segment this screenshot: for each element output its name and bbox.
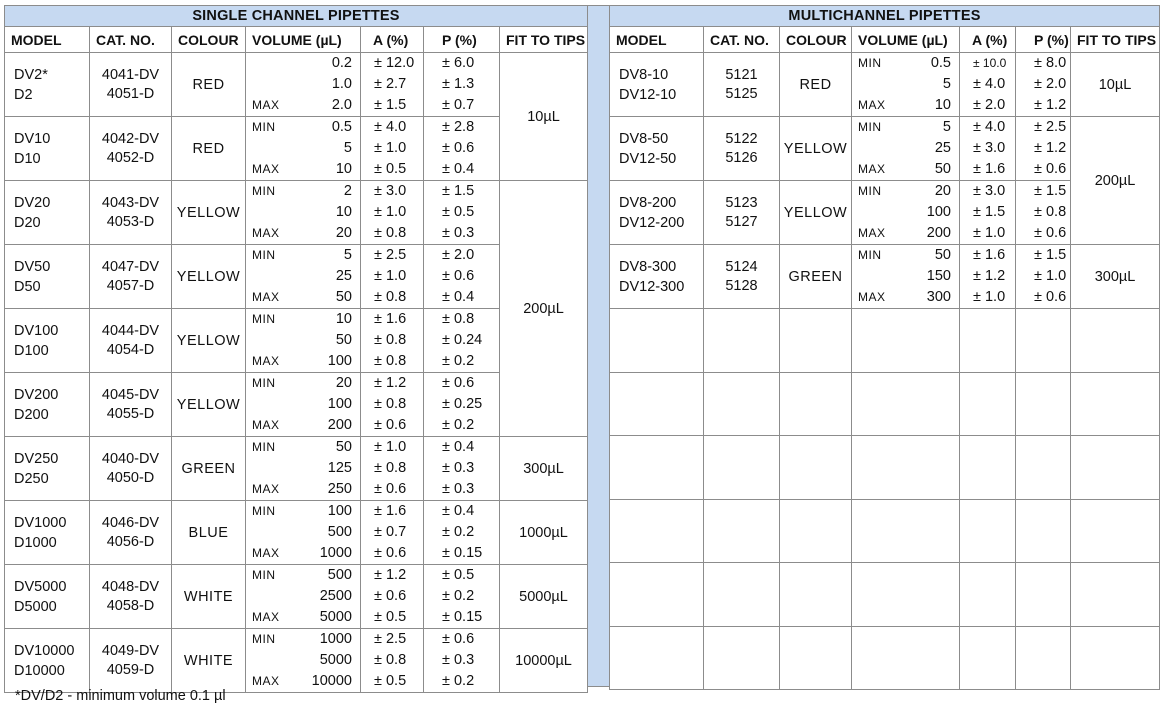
table-row <box>5 629 588 693</box>
acc-value: ± 0.8 <box>374 396 407 412</box>
colour-label: WHITE <box>172 565 246 629</box>
volume-range-label: MAX <box>252 546 280 560</box>
volume-value: 10 <box>335 161 352 177</box>
volume-value: 20 <box>934 183 951 199</box>
prec-value: ± 0.3 <box>442 225 475 241</box>
volume-value: 20 <box>335 375 352 391</box>
model-name: D10 <box>14 150 41 167</box>
table-divider <box>587 5 609 687</box>
volume-value: 10 <box>934 97 951 113</box>
catalogue-number: 4049-DV <box>101 642 160 659</box>
model-name: DV12-10 <box>619 86 677 103</box>
prec-value: ± 0.25 <box>442 396 483 412</box>
model-name: DV12-50 <box>619 150 677 167</box>
acc-value: ± 4.0 <box>973 119 1006 135</box>
acc-value: ± 0.8 <box>374 289 407 305</box>
prec-value: ± 1.2 <box>1034 97 1067 113</box>
table-row <box>5 501 588 565</box>
volume-value: 100 <box>327 353 352 369</box>
model-name: DV5000 <box>14 578 67 595</box>
volume-range-label: MIN <box>252 312 276 326</box>
volume-value: 5 <box>942 119 951 135</box>
fit-to-tips: 10000µL <box>500 629 588 693</box>
acc-value: ± 0.5 <box>374 609 407 625</box>
prec-value: ± 2.5 <box>1034 119 1067 135</box>
volume-value: 2.0 <box>331 97 352 113</box>
acc-value: ± 1.0 <box>374 439 407 455</box>
prec-value: ± 0.15 <box>442 545 483 561</box>
header-precision: P (%) <box>424 27 500 53</box>
colour-label: WHITE <box>172 629 246 693</box>
acc-value: ± 2.7 <box>374 76 407 92</box>
catalogue-number: 4046-DV <box>101 514 160 531</box>
single-channel-table <box>4 5 588 693</box>
prec-value: ± 0.4 <box>442 289 475 305</box>
catalogue-number: 4047-DV <box>101 258 160 275</box>
model-name: DV1000 <box>14 514 67 531</box>
header-colour: COLOUR <box>172 27 246 53</box>
colour-label: YELLOW <box>172 309 246 373</box>
model-name: DV8-50 <box>619 130 669 147</box>
volume-range-label: MAX <box>252 290 280 304</box>
volume-value: 50 <box>335 439 352 455</box>
colour-label: YELLOW <box>172 245 246 309</box>
colour-label: GREEN <box>780 245 852 309</box>
volume-range-label: MIN <box>858 184 882 198</box>
catalogue-number: 4048-DV <box>101 578 160 595</box>
model-name: D20 <box>14 214 41 231</box>
volume-range-label: MIN <box>858 120 882 134</box>
volume-range-label: MIN <box>252 376 276 390</box>
colour-label: RED <box>172 117 246 181</box>
volume-value: 10 <box>335 204 352 220</box>
header-model: MODEL <box>610 27 704 53</box>
prec-value: ± 0.3 <box>442 460 475 476</box>
volume-value: 2 <box>343 183 352 199</box>
fit-to-tips: 10µL <box>500 53 588 181</box>
catalogue-number: 4054-D <box>106 341 155 358</box>
catalogue-number: 5125 <box>725 85 758 102</box>
acc-value: ± 1.0 <box>973 289 1006 305</box>
prec-value: ± 1.5 <box>442 183 475 199</box>
table-row <box>610 117 1160 181</box>
model-name: DV8-300 <box>619 258 677 275</box>
prec-value: ± 8.0 <box>1034 55 1067 71</box>
acc-value: ± 0.8 <box>374 353 407 369</box>
volume-value: 25 <box>335 268 352 284</box>
volume-value: 2500 <box>319 588 352 604</box>
volume-value: 1000 <box>319 545 352 561</box>
prec-value: ± 0.3 <box>442 652 475 668</box>
model-name: DV12-200 <box>619 214 685 231</box>
acc-value: ± 3.0 <box>973 183 1006 199</box>
volume-value: 0.2 <box>331 55 352 71</box>
acc-value: ± 4.0 <box>973 76 1006 92</box>
empty-row <box>610 626 1160 690</box>
prec-value: ± 0.6 <box>1034 161 1067 177</box>
fit-to-tips: 5000µL <box>500 565 588 629</box>
colour-label: BLUE <box>172 501 246 565</box>
model-name: D250 <box>14 470 49 487</box>
colour-label: RED <box>172 53 246 117</box>
volume-range-label: MIN <box>858 56 882 70</box>
catalogue-number: 4051-D <box>106 85 155 102</box>
multichannel-table <box>609 5 1160 690</box>
acc-value: ± 0.8 <box>374 652 407 668</box>
acc-value: ± 0.6 <box>374 588 407 604</box>
model-name: D50 <box>14 278 41 295</box>
header-model: MODEL <box>5 27 90 53</box>
fit-to-tips: 1000µL <box>500 501 588 565</box>
prec-value: ± 0.6 <box>1034 225 1067 241</box>
volume-range-label: MAX <box>252 418 280 432</box>
acc-value: ± 1.0 <box>374 204 407 220</box>
acc-value: ± 3.0 <box>973 140 1006 156</box>
volume-value: 5000 <box>319 609 352 625</box>
header-accuracy: A (%) <box>361 27 424 53</box>
prec-value: ± 0.5 <box>442 204 475 220</box>
volume-value: 5 <box>942 76 951 92</box>
prec-value: ± 1.5 <box>1034 247 1067 263</box>
acc-value: ± 0.5 <box>374 161 407 177</box>
acc-value: ± 2.5 <box>374 631 407 647</box>
catalogue-number: 4044-DV <box>101 322 160 339</box>
catalogue-number: 5123 <box>725 194 758 211</box>
catalogue-number: 5121 <box>725 66 758 83</box>
colour-label: RED <box>780 53 852 117</box>
acc-value: ± 10.0 <box>973 56 1007 70</box>
footnote: *DV/D2 - minimum volume 0.1 µl <box>15 688 226 704</box>
header-fit-to-tips: FIT TO TIPS <box>1071 27 1160 53</box>
header-volume: VOLUME (µL) <box>852 27 960 53</box>
model-name: DV8-200 <box>619 194 677 211</box>
volume-value: 125 <box>327 460 352 476</box>
acc-value: ± 0.6 <box>374 417 407 433</box>
prec-value: ± 0.3 <box>442 481 475 497</box>
fit-to-tips: 200µL <box>1071 117 1160 245</box>
acc-value: ± 1.2 <box>374 567 407 583</box>
volume-range-label: MIN <box>252 120 276 134</box>
model-name: D5000 <box>14 598 57 615</box>
volume-value: 250 <box>327 481 352 497</box>
volume-value: 5 <box>343 247 352 263</box>
acc-value: ± 1.2 <box>374 375 407 391</box>
volume-value: 50 <box>335 332 352 348</box>
model-name: DV100 <box>14 322 59 339</box>
volume-value: 50 <box>934 161 951 177</box>
colour-label: YELLOW <box>780 181 852 245</box>
volume-range-label: MIN <box>858 248 882 262</box>
table-row <box>610 53 1160 117</box>
model-name: DV8-10 <box>619 66 669 83</box>
volume-range-label: MAX <box>858 290 886 304</box>
catalogue-number: 4053-D <box>106 213 155 230</box>
volume-range-label: MAX <box>858 162 886 176</box>
volume-value: 10000 <box>311 673 352 689</box>
volume-value: 50 <box>335 289 352 305</box>
prec-value: ± 0.6 <box>442 375 475 391</box>
acc-value: ± 1.5 <box>973 204 1006 220</box>
volume-range-label: MAX <box>252 226 280 240</box>
colour-label: YELLOW <box>172 181 246 245</box>
volume-range-label: MIN <box>252 440 276 454</box>
prec-value: ± 2.0 <box>442 247 475 263</box>
prec-value: ± 0.2 <box>442 524 475 540</box>
model-name: D1000 <box>14 534 57 551</box>
prec-value: ± 0.7 <box>442 97 475 113</box>
model-name: DV10000 <box>14 642 75 659</box>
acc-value: ± 0.5 <box>374 673 407 689</box>
catalogue-number: 4043-DV <box>101 194 160 211</box>
header-fit-to-tips: FIT TO TIPS <box>500 27 588 53</box>
colour-label: YELLOW <box>780 117 852 181</box>
acc-value: ± 4.0 <box>374 119 407 135</box>
prec-value: ± 0.15 <box>442 609 483 625</box>
prec-value: ± 0.24 <box>442 332 483 348</box>
empty-row <box>610 309 1160 373</box>
model-name: DV2* <box>14 66 48 83</box>
prec-value: ± 1.5 <box>1034 183 1067 199</box>
acc-value: ± 1.6 <box>374 311 407 327</box>
volume-value: 150 <box>926 268 951 284</box>
table-row <box>5 437 588 501</box>
empty-row <box>610 499 1160 563</box>
prec-value: ± 6.0 <box>442 55 475 71</box>
acc-value: ± 1.5 <box>374 97 407 113</box>
volume-value: 5000 <box>319 652 352 668</box>
table-row <box>610 245 1160 309</box>
prec-value: ± 2.0 <box>1034 76 1067 92</box>
catalogue-number: 5122 <box>725 130 758 147</box>
volume-range-label: MIN <box>252 504 276 518</box>
volume-value: 10 <box>335 311 352 327</box>
prec-value: ± 0.4 <box>442 439 475 455</box>
header-colour: COLOUR <box>780 27 852 53</box>
prec-value: ± 0.8 <box>442 311 475 327</box>
volume-value: 5 <box>343 140 352 156</box>
prec-value: ± 0.6 <box>1034 289 1067 305</box>
header-volume: VOLUME (µL) <box>246 27 361 53</box>
prec-value: ± 0.4 <box>442 161 475 177</box>
volume-range-label: MAX <box>858 226 886 240</box>
header-cat-no: CAT. NO. <box>704 27 780 53</box>
fit-to-tips: 300µL <box>500 437 588 501</box>
volume-value: 20 <box>335 225 352 241</box>
volume-value: 200 <box>327 417 352 433</box>
model-name: DV20 <box>14 194 51 211</box>
acc-value: ± 1.6 <box>973 161 1006 177</box>
fit-to-tips: 200µL <box>500 181 588 437</box>
prec-value: ± 0.8 <box>1034 204 1067 220</box>
fit-to-tips: 300µL <box>1071 245 1160 309</box>
model-name: DV12-300 <box>619 278 685 295</box>
acc-value: ± 1.0 <box>374 140 407 156</box>
volume-value: 100 <box>926 204 951 220</box>
catalogue-number: 4058-D <box>106 597 155 614</box>
catalogue-number: 4056-D <box>106 533 155 550</box>
volume-range-label: MIN <box>252 248 276 262</box>
volume-value: 1.0 <box>331 76 352 92</box>
acc-value: ± 12.0 <box>374 55 415 71</box>
prec-value: ± 0.2 <box>442 417 475 433</box>
volume-range-label: MAX <box>252 354 280 368</box>
acc-value: ± 1.6 <box>374 503 407 519</box>
volume-range-label: MAX <box>252 674 280 688</box>
empty-row <box>610 372 1160 436</box>
prec-value: ± 0.5 <box>442 567 475 583</box>
catalogue-number: 4059-D <box>106 661 155 678</box>
prec-value: ± 0.2 <box>442 353 475 369</box>
catalogue-number: 4057-D <box>106 277 155 294</box>
catalogue-number: 4050-D <box>106 469 155 486</box>
acc-value: ± 1.0 <box>374 268 407 284</box>
volume-value: 500 <box>327 524 352 540</box>
volume-range-label: MIN <box>252 632 276 646</box>
volume-value: 200 <box>926 225 951 241</box>
empty-row <box>610 436 1160 500</box>
acc-value: ± 1.0 <box>973 225 1006 241</box>
acc-value: ± 0.8 <box>374 332 407 348</box>
table-row <box>5 181 588 245</box>
acc-value: ± 0.8 <box>374 225 407 241</box>
volume-value: 25 <box>934 140 951 156</box>
volume-value: 300 <box>926 289 951 305</box>
volume-range-label: MAX <box>858 98 886 112</box>
model-name: DV250 <box>14 450 59 467</box>
colour-label: YELLOW <box>172 373 246 437</box>
volume-range-label: MAX <box>252 98 280 112</box>
prec-value: ± 0.2 <box>442 588 475 604</box>
catalogue-number: 4052-D <box>106 149 155 166</box>
catalogue-number: 4055-D <box>106 405 155 422</box>
prec-value: ± 0.2 <box>442 673 475 689</box>
fit-to-tips: 10µL <box>1071 53 1160 117</box>
prec-value: ± 0.6 <box>442 631 475 647</box>
volume-value: 100 <box>327 396 352 412</box>
catalogue-number: 5128 <box>725 277 758 294</box>
prec-value: ± 0.6 <box>442 140 475 156</box>
colour-label: GREEN <box>172 437 246 501</box>
volume-range-label: MAX <box>252 162 280 176</box>
volume-value: 1000 <box>319 631 352 647</box>
volume-value: 50 <box>934 247 951 263</box>
volume-range-label: MIN <box>252 568 276 582</box>
catalogue-number: 4040-DV <box>101 450 160 467</box>
volume-range-label: MAX <box>252 610 280 624</box>
header-accuracy: A (%) <box>960 27 1016 53</box>
catalogue-number: 5127 <box>725 213 758 230</box>
catalogue-number: 4041-DV <box>101 66 160 83</box>
header-precision: P (%) <box>1016 27 1071 53</box>
model-name: DV200 <box>14 386 59 403</box>
acc-value: ± 2.5 <box>374 247 407 263</box>
table-row <box>5 53 588 117</box>
model-name: D10000 <box>14 662 65 679</box>
acc-value: ± 0.6 <box>374 545 407 561</box>
acc-value: ± 0.8 <box>374 460 407 476</box>
acc-value: ± 0.6 <box>374 481 407 497</box>
prec-value: ± 1.2 <box>1034 140 1067 156</box>
header-cat-no: CAT. NO. <box>90 27 172 53</box>
catalogue-number: 4042-DV <box>101 130 160 147</box>
model-name: D2 <box>14 86 33 103</box>
empty-row <box>610 563 1160 627</box>
acc-value: ± 1.2 <box>973 268 1006 284</box>
volume-range-label: MIN <box>252 184 276 198</box>
volume-value: 0.5 <box>930 55 951 71</box>
prec-value: ± 1.0 <box>1034 268 1067 284</box>
model-name: D100 <box>14 342 49 359</box>
volume-value: 500 <box>327 567 352 583</box>
model-name: D200 <box>14 406 49 423</box>
acc-value: ± 1.6 <box>973 247 1006 263</box>
prec-value: ± 0.6 <box>442 268 475 284</box>
acc-value: ± 2.0 <box>973 97 1006 113</box>
model-name: DV50 <box>14 258 51 275</box>
acc-value: ± 0.7 <box>374 524 407 540</box>
prec-value: ± 2.8 <box>442 119 475 135</box>
single-channel-title: SINGLE CHANNEL PIPETTES <box>5 6 588 27</box>
prec-value: ± 1.3 <box>442 76 475 92</box>
volume-value: 0.5 <box>331 119 352 135</box>
catalogue-number: 5126 <box>725 149 758 166</box>
acc-value: ± 3.0 <box>374 183 407 199</box>
prec-value: ± 0.4 <box>442 503 475 519</box>
model-name: DV10 <box>14 130 51 147</box>
table-row <box>5 565 588 629</box>
multichannel-title: MULTICHANNEL PIPETTES <box>610 6 1160 27</box>
catalogue-number: 5124 <box>725 258 758 275</box>
catalogue-number: 4045-DV <box>101 386 160 403</box>
volume-range-label: MAX <box>252 482 280 496</box>
volume-value: 100 <box>327 503 352 519</box>
